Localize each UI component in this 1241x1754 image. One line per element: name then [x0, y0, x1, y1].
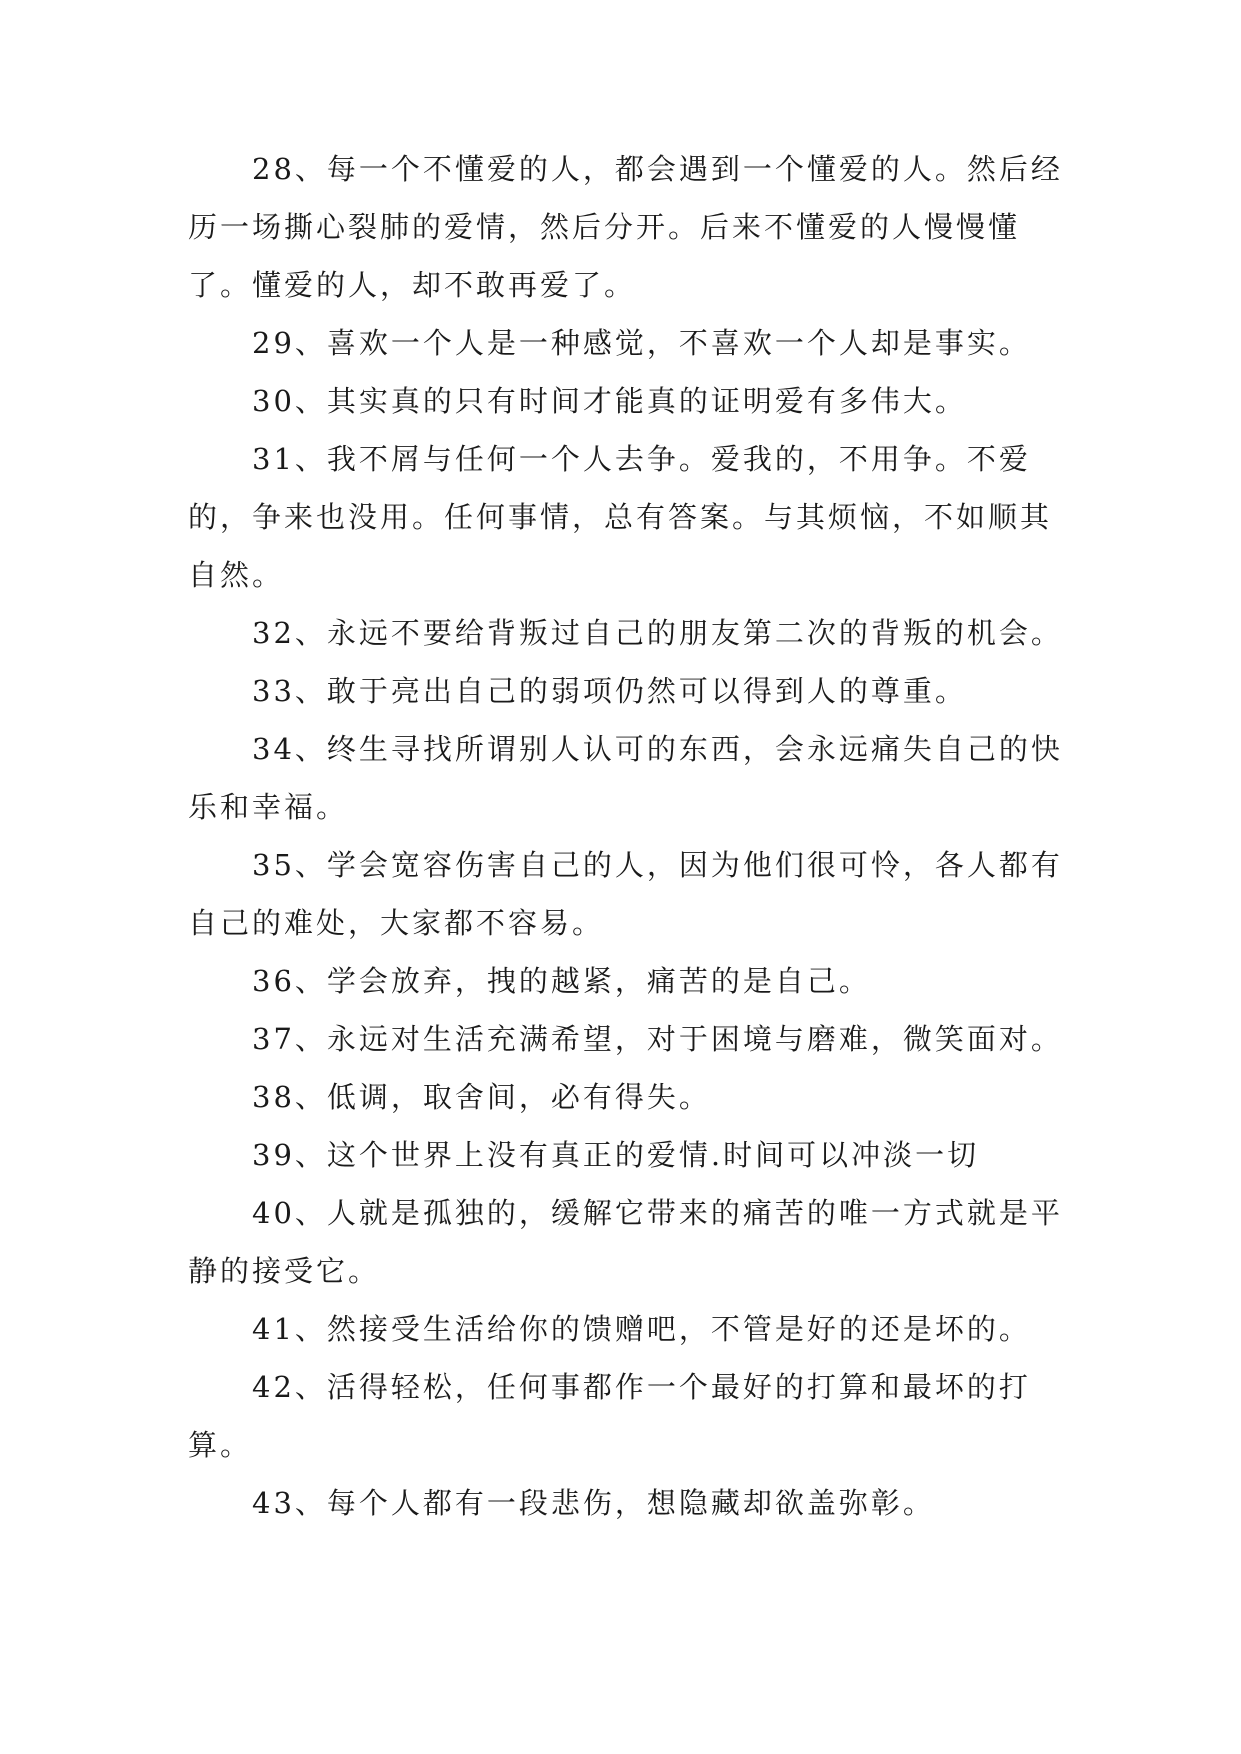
document-body [188, 140, 1068, 1532]
quote-paragraph-28: 28、每一个不懂爱的人，都会遇到一个懂爱的人。然后经历一场撕心裂肺的爱情，然后分开。后来不懂爱的人慢慢懂了。懂爱的人，却不敢再爱了。 [188, 152, 1063, 302]
quote-paragraph-42: 42、活得轻松，任何事都作一个最好的打算和最坏的打算。 [188, 1370, 1031, 1462]
quote-paragraph-37: 37、永远对生活充满希望，对于困境与磨难，微笑面对。 [252, 1022, 1063, 1056]
quote-paragraph-38: 38、低调，取舍间，必有得失。 [252, 1080, 711, 1114]
quote-paragraph-31: 31、我不屑与任何一个人去争。爱我的，不用争。不爱的，争来也没用。任何事情，总有答案。与其烦恼，不如顺其自然。 [188, 442, 1053, 592]
quote-paragraph-29: 29、喜欢一个人是一种感觉，不喜欢一个人却是事实。 [252, 326, 1031, 360]
quote-paragraph-39: 39、这个世界上没有真正的爱情.时间可以冲淡一切 [252, 1138, 980, 1172]
quote-paragraph-41: 41、然接受生活给你的馈赠吧，不管是好的还是坏的。 [252, 1312, 1031, 1346]
quote-paragraph-36: 36、学会放弃，拽的越紧，痛苦的是自己。 [252, 964, 871, 998]
quote-paragraph-35: 35、学会宽容伤害自己的人，因为他们很可怜，各人都有自己的难处，大家都不容易。 [188, 848, 1063, 940]
quote-paragraph-30: 30、其实真的只有时间才能真的证明爱有多伟大。 [252, 384, 967, 418]
quote-paragraph-40: 40、人就是孤独的，缓解它带来的痛苦的唯一方式就是平静的接受它。 [188, 1196, 1063, 1288]
quote-paragraph-32: 32、永远不要给背叛过自己的朋友第二次的背叛的机会。 [252, 616, 1063, 650]
quote-paragraph-33: 33、敢于亮出自己的弱项仍然可以得到人的尊重。 [252, 674, 967, 708]
quote-paragraph-34: 34、终生寻找所谓别人认可的东西，会永远痛失自己的快乐和幸福。 [188, 732, 1063, 824]
quote-paragraph-43: 43、每个人都有一段悲伤，想隐藏却欲盖弥彰。 [252, 1486, 935, 1520]
